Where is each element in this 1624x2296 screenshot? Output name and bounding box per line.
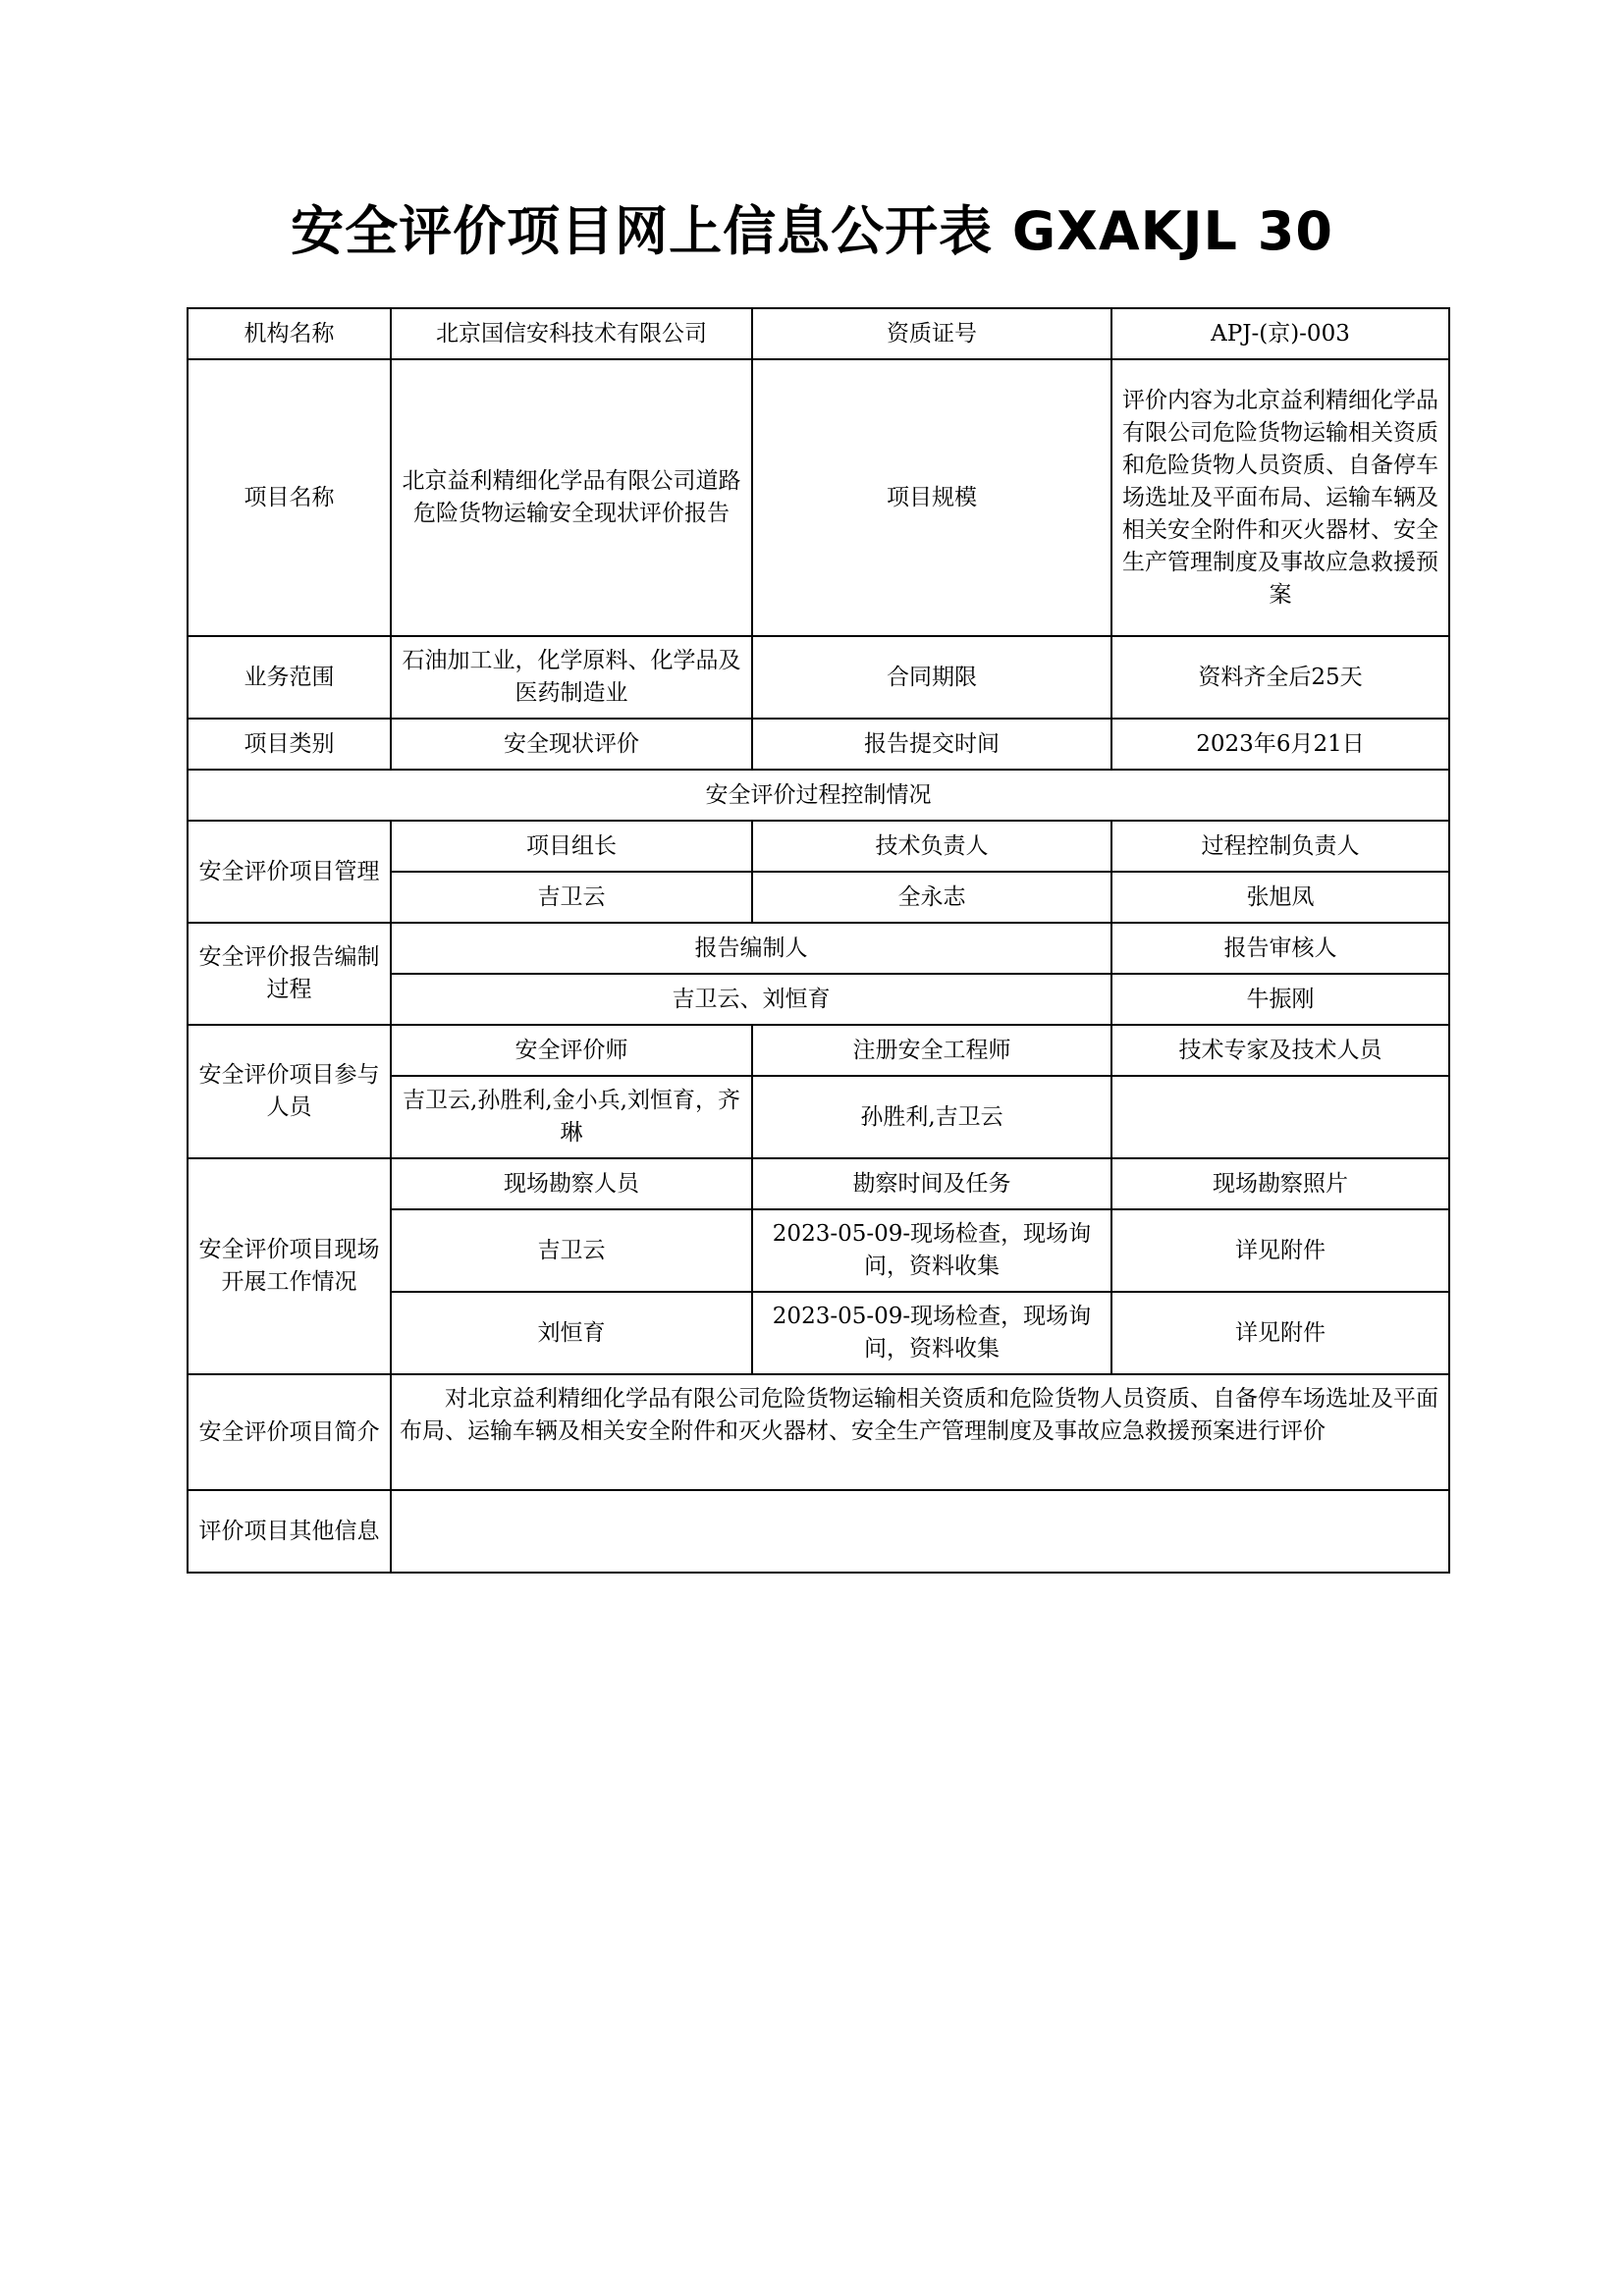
report-reviewer-label: 报告审核人 xyxy=(1111,923,1449,974)
project-category-value: 安全现状评价 xyxy=(391,719,752,770)
contract-term-label: 合同期限 xyxy=(752,636,1111,719)
participants-value: 吉卫云,孙胜利,金小兵,刘恒育，齐琳 xyxy=(391,1076,752,1158)
participants-header: 技术专家及技术人员 xyxy=(1111,1025,1449,1076)
info-table xyxy=(187,307,1450,1574)
project-name-value: 北京益利精细化学品有限公司道路危险货物运输安全现状评价报告 xyxy=(391,359,752,636)
report-reviewer-value: 牛振刚 xyxy=(1111,974,1449,1025)
onsite-person: 刘恒育 xyxy=(391,1292,752,1374)
project-scale-value: 评价内容为北京益利精细化学品有限公司危险货物运输相关资质和危险货物人员资质、自备停车场选址及平面布局、运输车辆及相关安全附件和灭火器材、安全生产管理制度及事故应急救援预案 xyxy=(1111,359,1449,636)
table-row xyxy=(188,359,1449,636)
process-control-header: 安全评价过程控制情况 xyxy=(188,770,1449,821)
table-row xyxy=(188,821,1449,872)
onsite-photo: 详见附件 xyxy=(1111,1209,1449,1292)
table-row xyxy=(188,719,1449,770)
report-submit-value: 2023年6月21日 xyxy=(1111,719,1449,770)
management-header: 过程控制负责人 xyxy=(1111,821,1449,872)
onsite-photo: 详见附件 xyxy=(1111,1292,1449,1374)
management-value: 全永志 xyxy=(752,872,1111,923)
contract-term-value: 资料齐全后25天 xyxy=(1111,636,1449,719)
table-row xyxy=(188,636,1449,719)
report-compiler-value: 吉卫云、刘恒育 xyxy=(391,974,1111,1025)
report-submit-label: 报告提交时间 xyxy=(752,719,1111,770)
onsite-task: 2023-05-09-现场检查，现场询问，资料收集 xyxy=(752,1292,1111,1374)
cert-label: 资质证号 xyxy=(752,308,1111,359)
onsite-task: 2023-05-09-现场检查，现场询问，资料收集 xyxy=(752,1209,1111,1292)
table-row xyxy=(188,923,1449,974)
onsite-header: 勘察时间及任务 xyxy=(752,1158,1111,1209)
participants-header: 注册安全工程师 xyxy=(752,1025,1111,1076)
page-title: 安全评价项目网上信息公开表 GXAKJL 30 xyxy=(291,200,1333,262)
report-compiler-label: 报告编制人 xyxy=(391,923,1111,974)
other-info-value xyxy=(391,1490,1449,1573)
org-name-label: 机构名称 xyxy=(188,308,391,359)
project-category-label: 项目类别 xyxy=(188,719,391,770)
table-row xyxy=(188,308,1449,359)
onsite-header: 现场勘察人员 xyxy=(391,1158,752,1209)
management-value: 张旭凤 xyxy=(1111,872,1449,923)
onsite-person: 吉卫云 xyxy=(391,1209,752,1292)
table-row xyxy=(188,1490,1449,1573)
summary-value: 对北京益利精细化学品有限公司危险货物运输相关资质和危险货物人员资质、自备停车场选址及平面布局、运输车辆及相关安全附件和灭火器材、安全生产管理制度及事故应急救援预案进行评价 xyxy=(391,1374,1449,1490)
org-name-value: 北京国信安科技术有限公司 xyxy=(391,308,752,359)
cert-value: APJ-(京)-003 xyxy=(1111,308,1449,359)
table-row xyxy=(188,1158,1449,1209)
management-header: 技术负责人 xyxy=(752,821,1111,872)
onsite-label: 安全评价项目现场开展工作情况 xyxy=(188,1158,391,1374)
business-scope-label: 业务范围 xyxy=(188,636,391,719)
business-scope-value: 石油加工业，化学原料、化学品及医药制造业 xyxy=(391,636,752,719)
project-name-label: 项目名称 xyxy=(188,359,391,636)
table-row xyxy=(188,1374,1449,1490)
participants-value xyxy=(1111,1076,1449,1158)
participants-header: 安全评价师 xyxy=(391,1025,752,1076)
other-info-label: 评价项目其他信息 xyxy=(188,1490,391,1573)
management-header: 项目组长 xyxy=(391,821,752,872)
onsite-header: 现场勘察照片 xyxy=(1111,1158,1449,1209)
management-label: 安全评价项目管理 xyxy=(188,821,391,923)
table-row xyxy=(188,1025,1449,1076)
participants-label: 安全评价项目参与人员 xyxy=(188,1025,391,1158)
summary-label: 安全评价项目简介 xyxy=(188,1374,391,1490)
participants-value: 孙胜利,吉卫云 xyxy=(752,1076,1111,1158)
project-scale-label: 项目规模 xyxy=(752,359,1111,636)
management-value: 吉卫云 xyxy=(391,872,752,923)
report-process-label: 安全评价报告编制过程 xyxy=(188,923,391,1025)
table-row xyxy=(188,770,1449,821)
